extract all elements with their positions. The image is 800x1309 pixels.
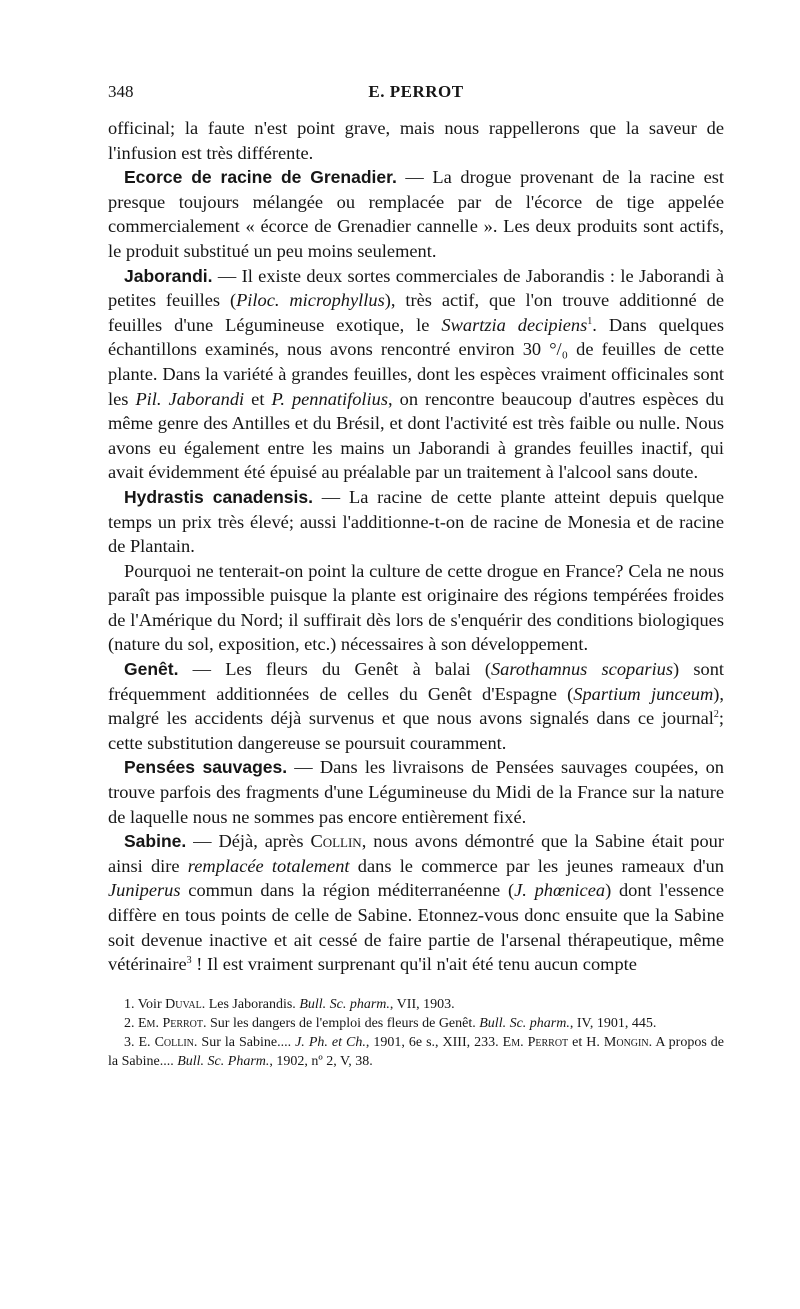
- footnote-text: 1. Voir: [124, 996, 166, 1012]
- paragraph-genet: [108, 657, 724, 755]
- section-heading-genet: Genêt.: [124, 659, 179, 680]
- footnote-text: , 1901, 6e s., XIII, 233.: [365, 1034, 503, 1050]
- author-name: Mongin: [603, 1034, 649, 1050]
- paragraph-text: ) dont l'essence diffère en tous points de celle de Sabine. Etonnez-vous donc ensuite que la Sabine soit devenue inactive et ait cessé de faire partie de l'arsenal thérapeutique, même vétérinaire: [108, 880, 724, 975]
- footnote-text: 2.: [124, 1015, 138, 1031]
- paragraph-text: — Déjà, après: [186, 831, 311, 852]
- journal-title: Bull. Sc. pharm.: [299, 996, 390, 1012]
- paragraph-hydrastis: [108, 485, 724, 559]
- paragraph-continued: officinal; la faute n'est point grave, mais nous rappellerons que la saveur de l'infusion est très différente.: [108, 118, 724, 163]
- footnote-1: [108, 995, 724, 1014]
- author-name: Collin: [310, 831, 362, 852]
- footnote-text: . Les Jaborandis.: [201, 996, 300, 1012]
- species-name: Piloc. microphyllus: [236, 290, 385, 311]
- section-heading-grenadier: Ecorce de racine de Grenadier.: [124, 167, 397, 188]
- running-title: E. PERROT: [368, 82, 464, 101]
- author-name: Em. Perrot: [502, 1034, 569, 1050]
- paragraph-grenadier: [108, 165, 724, 263]
- footnote-2: [108, 1014, 724, 1033]
- author-name: Collin: [154, 1034, 194, 1050]
- running-header: [108, 82, 724, 110]
- paragraph-pensees: [108, 755, 724, 829]
- footnote-text: , VII, 1903.: [389, 996, 455, 1012]
- paragraph-text: — Il existe deux sortes commerciales de Jaborandis : le Jaborandi à petites feuilles (: [108, 265, 724, 311]
- paragraph-text: , on rencontre beaucoup d'autres espèces du même genre des Antilles et du Brésil, et dont l'activité est très faible ou nulle. Nous avons eu également entre les mains un Jaborandi à grandes feuilles inactif, qui avait évidemment été épuisé au préalable par un traitement à l'alcool sans doute.: [108, 388, 724, 483]
- species-name: Spartium junceum: [573, 683, 714, 704]
- page-number: 348: [108, 82, 134, 101]
- journal-title: Bull. Sc. Pharm.: [177, 1053, 270, 1069]
- emphasis: remplacée totalement: [187, 855, 350, 876]
- paragraph-text: ) sont fréquemment additionnées de celles du Genêt d'Espagne (: [108, 659, 724, 704]
- journal-title: J. Ph. et Ch.: [295, 1034, 366, 1050]
- footnote-text: 3. E.: [124, 1034, 155, 1050]
- section-heading-jaborandi: Jaborandi.: [124, 265, 213, 286]
- paragraph-jaborandi: [108, 264, 724, 485]
- section-heading-sabine: Sabine.: [124, 831, 187, 852]
- footnote-text: , IV, 1901, 445.: [569, 1015, 657, 1031]
- footnote-text: et H.: [568, 1034, 604, 1050]
- paragraph-text: . Dans quelques échantillons examinés, nous avons rencontré environ 30 °/₀ de feuilles de cette plante. Dans la variété à grandes feuilles, dont les espèces vraiment officinales sont les: [108, 314, 724, 409]
- species-name: Pil. Jaborandi: [135, 388, 245, 409]
- paragraph-culture: Pourquoi ne tenterait-on point la culture de cette drogue en France? Cela ne nous paraît pas impossible puisque la plante est originaire des régions tempérées froides de l'Amérique du Nord; il suffirait dès lors de s'enquérir des conditions biologiques (nature du sol, exposition, etc.) nécessaires à son développement.: [108, 560, 724, 655]
- footnote-3: [108, 1033, 724, 1071]
- section-heading-pensees: Pensées sauvages.: [124, 757, 288, 778]
- species-name: P. pennatifolius: [271, 388, 388, 409]
- footnote-ref: 3: [186, 955, 192, 967]
- journal-title: Bull. Sc. pharm.: [479, 1015, 570, 1031]
- paragraph-text: — Dans les livraisons de Pensées sauvages coupées, on trouve parfois des fragments d'une Légumineuse du Midi de la France sur la nature de laquelle nous ne sommes pas encore entièrement fixé.: [108, 757, 724, 827]
- body-text: [108, 116, 724, 977]
- paragraph-text: ), très actif, que l'on trouve additionné de feuilles d'une Légumineuse exotique, le: [108, 290, 724, 335]
- species-name: Juniperus: [108, 880, 181, 901]
- paragraph-text: ! Il est vraiment surprenant qu'il n'ait été tenu aucun compte: [191, 954, 637, 975]
- paragraph-text: dans le commerce par les jeunes rameaux d'un: [349, 855, 724, 876]
- paragraph-text: et: [244, 388, 272, 409]
- paragraph-text: ; cette substitution dangereuse se poursuit couramment.: [108, 708, 724, 753]
- author-name: Em. Perrot: [138, 1015, 204, 1031]
- paragraph-text: — La drogue provenant de la racine est presque toujours mélangée ou remplacée par de l'écorce de tige appelée commercialement « écorce de Grenadier cannelle ». Les deux produits sont actifs, le produit substitué un peu moins seulement.: [108, 167, 724, 261]
- paragraph-text: — Les fleurs du Genêt à balai (: [178, 659, 491, 680]
- footnote-ref: 1: [587, 315, 593, 327]
- footnote-text: , 1902, nº 2, V, 38.: [269, 1053, 373, 1069]
- footnote-ref: 2: [713, 709, 719, 721]
- paragraph-sabine: [108, 829, 724, 977]
- footnote-text: . Sur les dangers de l'emploi des fleurs de Genêt.: [203, 1015, 480, 1031]
- species-name: Sarothamnus scoparius: [490, 659, 674, 680]
- paragraph-text: , nous avons démontré que la Sabine était pour ainsi dire: [108, 831, 724, 876]
- footnote-text: . Sur la Sabine....: [193, 1034, 296, 1050]
- footnote-text: . A propos de la Sabine....: [108, 1034, 724, 1069]
- species-name: Swartzia decipiens: [441, 314, 588, 335]
- paragraph-text: — La racine de cette plante atteint depuis quelque temps un prix très élevé; aussi l'additionne-t-on de racine de Monesia et de racine de Plantain.: [108, 486, 725, 557]
- species-name: J. phœnicea: [514, 880, 606, 901]
- section-heading-hydrastis: Hydrastis canadensis.: [124, 486, 314, 507]
- paragraph-text: ), malgré les accidents déjà survenus et que nous avons signalés dans ce journal: [108, 683, 724, 729]
- paragraph-text: commun dans la région méditerranéenne (: [180, 880, 515, 901]
- author-name: Duval: [165, 996, 202, 1012]
- footnotes: [108, 995, 724, 1071]
